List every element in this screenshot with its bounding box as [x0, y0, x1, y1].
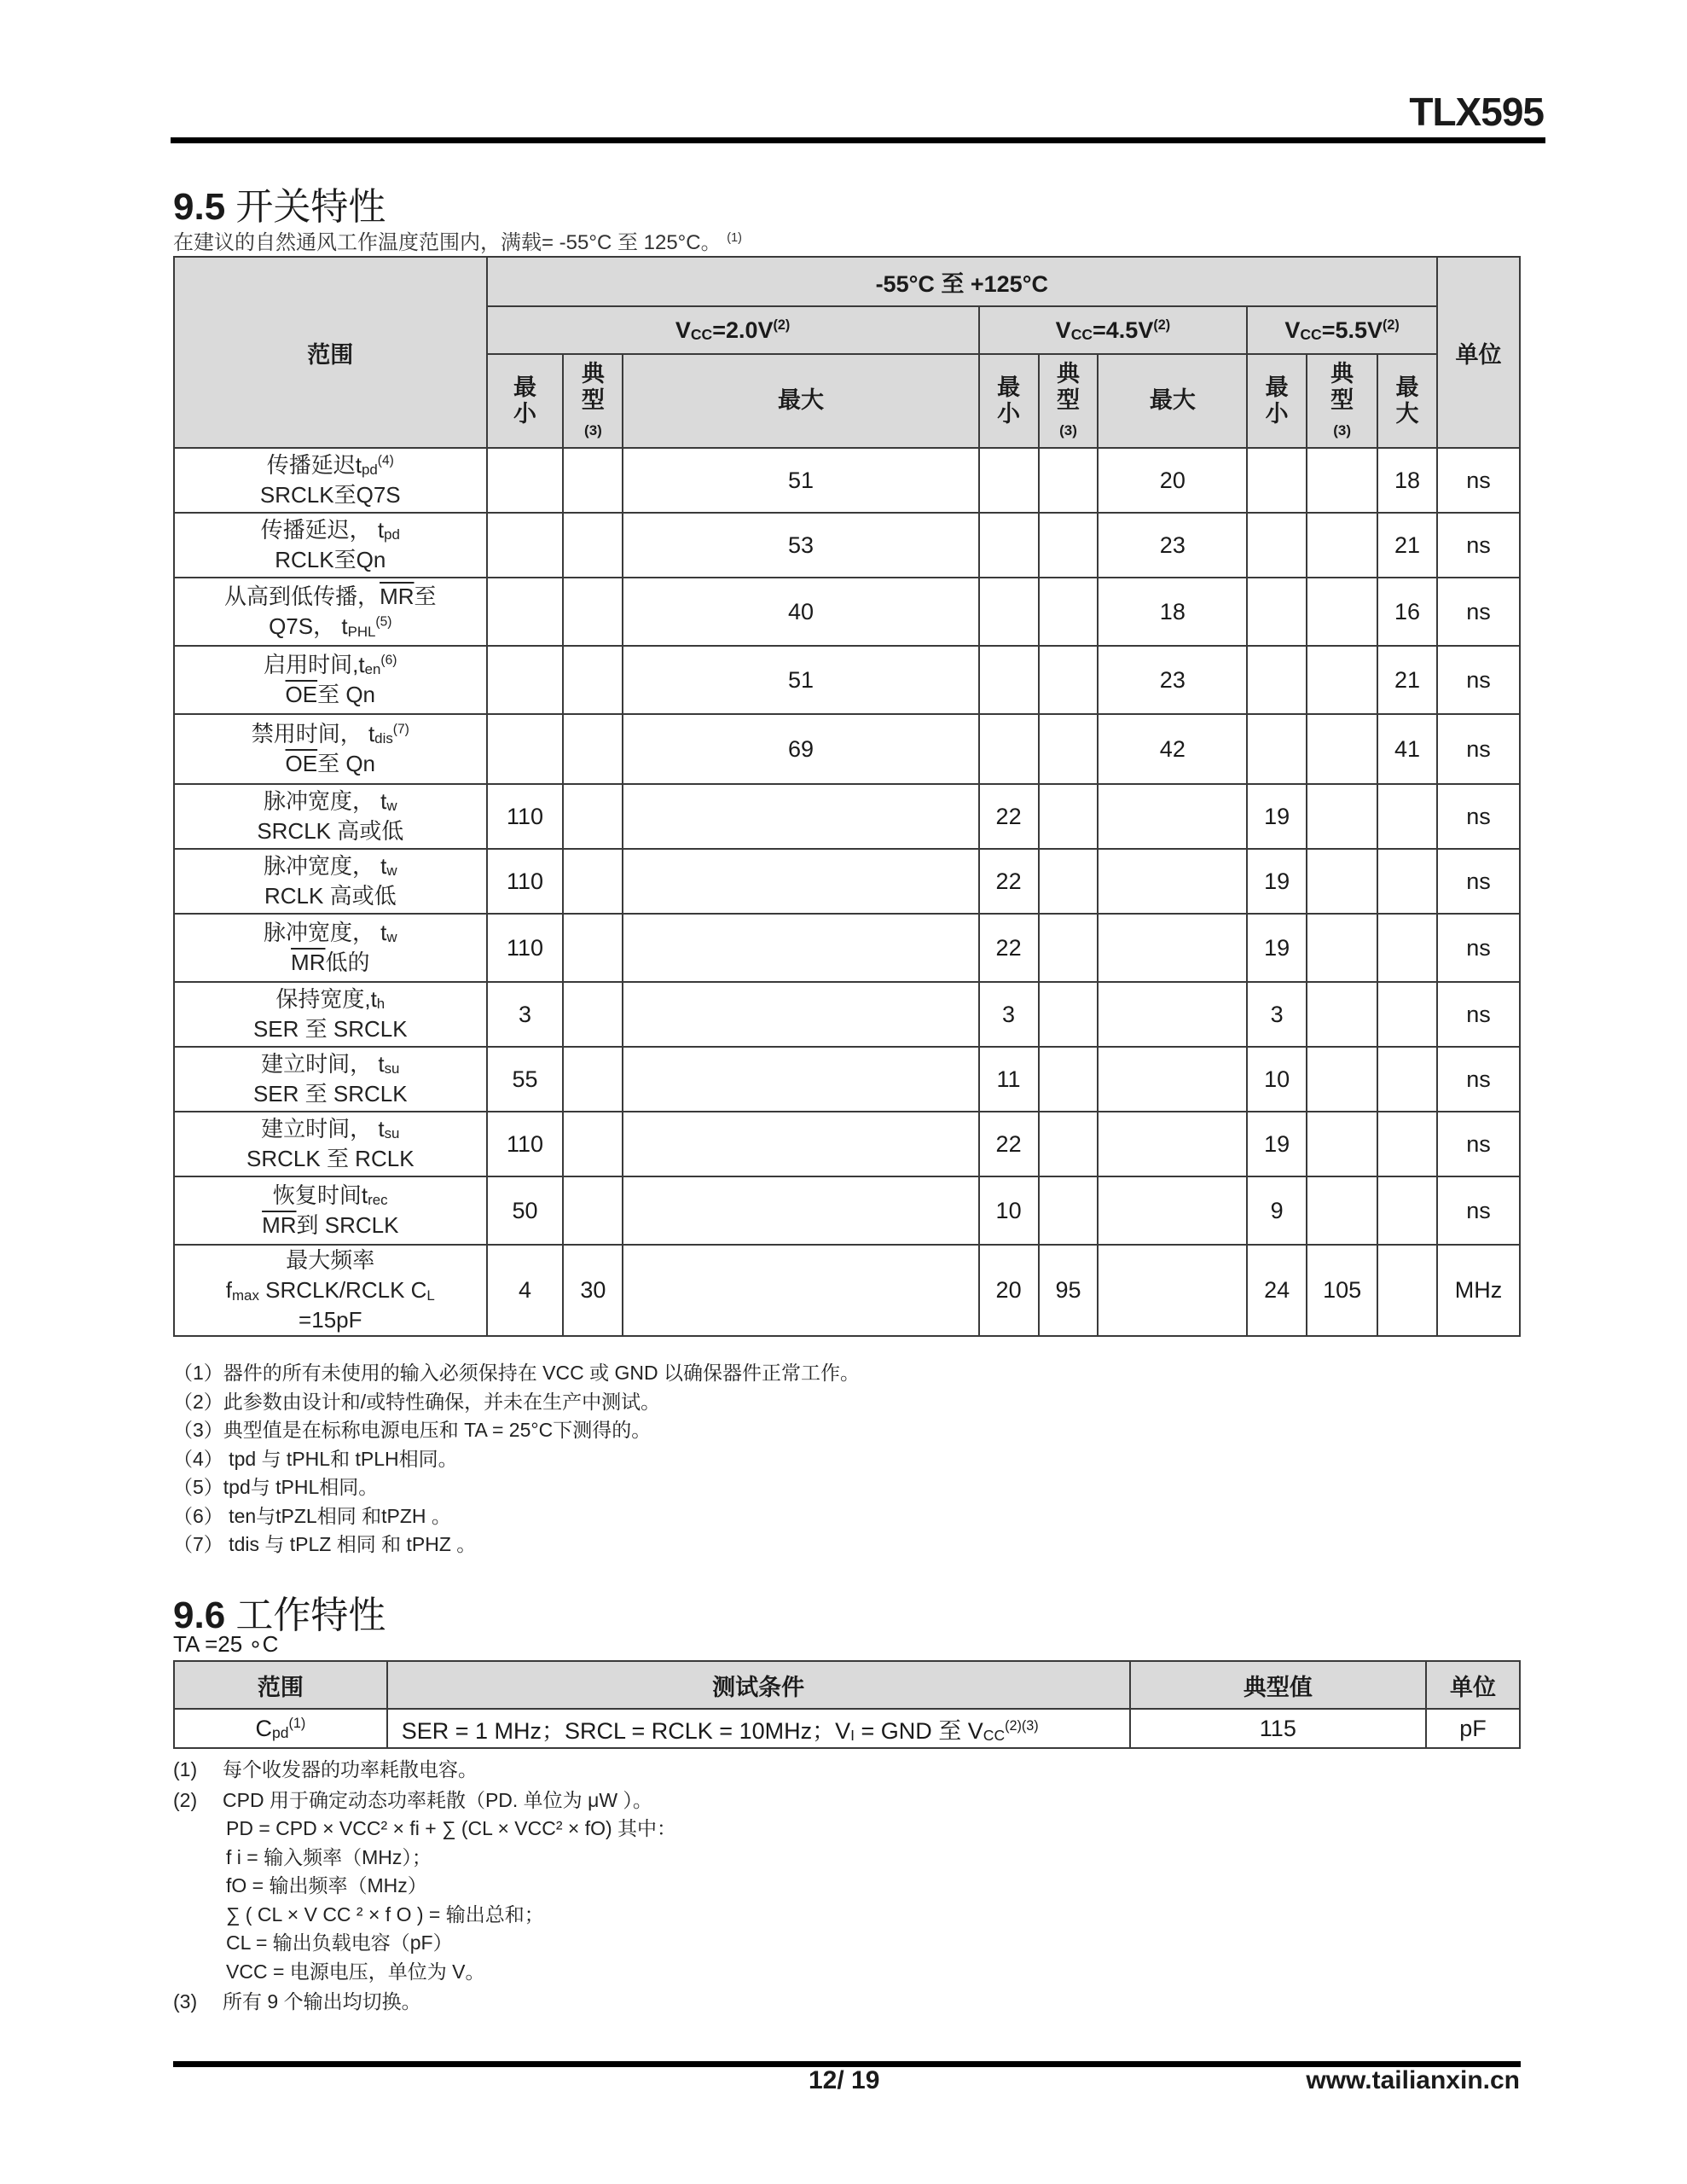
value-cell-vcc1-typ: 30 — [563, 1245, 623, 1336]
value-cell-vcc2-typ — [1039, 982, 1099, 1047]
value-cell-vcc3-typ — [1307, 914, 1377, 982]
value-cell-vcc2-max — [1098, 1112, 1247, 1176]
value-cell-vcc1-max — [623, 1176, 978, 1245]
switching-characteristics-table — [173, 256, 1521, 1337]
table-row — [174, 1176, 1520, 1245]
value-cell-vcc3-typ — [1307, 448, 1377, 513]
value-cell-vcc3-typ — [1307, 1047, 1377, 1112]
value-cell-vcc1-max — [623, 1047, 978, 1112]
value-cell-vcc2-max — [1098, 1176, 1247, 1245]
footnote-text: CL = 输出负载电容（pF） — [226, 1931, 453, 1954]
parameter-cell: 恢复时间$t_{rec}$ $\overline{MR}$到 SRCLK — [174, 1176, 487, 1245]
header-typ: 典 型 (3) — [1039, 354, 1099, 448]
header-min: 最 小 — [487, 354, 564, 448]
header-max: 最大 — [623, 354, 978, 448]
value-cell-vcc2-max — [1098, 914, 1247, 982]
value-cell-vcc3-max: 18 — [1377, 448, 1437, 513]
value-cell-vcc2-typ — [1039, 1176, 1099, 1245]
value-cell-vcc1-typ — [563, 784, 623, 849]
value-cell-vcc3-min: 19 — [1247, 1112, 1307, 1176]
value-cell-vcc3-typ — [1307, 784, 1377, 849]
value-cell-vcc2-typ — [1039, 448, 1099, 513]
header-vcc-5-5v: $V_{CC}=5.5V^{(2)}$ — [1247, 306, 1437, 354]
header-typ: 典 型 (3) — [563, 354, 623, 448]
section-9-5-heading — [173, 176, 386, 230]
value-cell-vcc2-max — [1098, 1047, 1247, 1112]
parameter-cell: 启用时间$,t_{en}^{(6)}$ $\overline{OE}$至 Qn — [174, 646, 487, 714]
condition-cell: SER = 1 MHz；SRCL = RCLK = 10MHz；$V_I$ = GND 至 $V_{CC}^{(2)(3)}$ — [387, 1709, 1130, 1748]
value-cell-vcc2-typ — [1039, 513, 1099, 578]
section-title: 开关特性 — [235, 186, 386, 228]
unit-cell: ns — [1437, 448, 1520, 513]
value-cell-vcc3-min — [1247, 448, 1307, 513]
value-cell-vcc3-min: 10 — [1247, 1047, 1307, 1112]
unit-cell: ns — [1437, 578, 1520, 646]
page-number: 12/ 19 — [809, 2066, 880, 2094]
value-cell-vcc3-min: 19 — [1247, 914, 1307, 982]
value-cell-vcc3-min — [1247, 513, 1307, 578]
section-number: 9.5 — [173, 186, 226, 228]
header-max: 最 大 — [1377, 354, 1437, 448]
value-cell-vcc3-typ — [1307, 1112, 1377, 1176]
footnote: （2）此参数由设计和/或特性确保，并未在生产中测试。 — [173, 1390, 661, 1413]
value-cell-vcc1-typ — [563, 1047, 623, 1112]
value-cell-vcc2-typ — [1039, 784, 1099, 849]
value-cell-vcc3-max: 16 — [1377, 578, 1437, 646]
footnote-ref: (1) — [727, 231, 742, 245]
footnote-text: ∑ ( CL × V CC ² × f O ) = 输出总和； — [226, 1902, 544, 1926]
header-min: 最 小 — [979, 354, 1039, 448]
value-cell-vcc2-max — [1098, 784, 1247, 849]
value-cell-vcc2-typ — [1039, 578, 1099, 646]
value-cell-vcc2-min — [979, 578, 1039, 646]
table-row — [174, 578, 1520, 646]
value-cell-vcc2-max: 42 — [1098, 714, 1247, 784]
table-row — [174, 914, 1520, 982]
value-cell-vcc3-max — [1377, 982, 1437, 1047]
section-9-6-footnotes — [173, 1756, 676, 2017]
value-cell-vcc2-max: 23 — [1098, 513, 1247, 578]
value-cell-vcc3-min — [1247, 646, 1307, 714]
value-cell-vcc2-max — [1098, 849, 1247, 914]
section-title: 工作特性 — [235, 1594, 386, 1636]
value-cell-vcc1-typ — [563, 714, 623, 784]
footnote: （7） tdis 与 tPLZ 相同 和 tPHZ 。 — [173, 1533, 477, 1555]
value-cell-vcc1-typ — [563, 448, 623, 513]
section-number: 9.6 — [173, 1594, 226, 1636]
value-cell-vcc1-min: 55 — [487, 1047, 564, 1112]
value-cell-vcc2-typ — [1039, 849, 1099, 914]
value-cell-vcc2-typ — [1039, 714, 1099, 784]
unit-cell: ns — [1437, 646, 1520, 714]
parameter-cell: 保持宽度$,t_h$ SER 至 SRCLK — [174, 982, 487, 1047]
footnote-label: (2) — [173, 1788, 198, 1811]
value-cell-vcc1-min: 50 — [487, 1176, 564, 1245]
value-cell-vcc1-min — [487, 513, 564, 578]
footnote: （4） tpd 与 tPHL和 tPLH相同。 — [173, 1447, 458, 1470]
value-cell-vcc1-min: 110 — [487, 1112, 564, 1176]
footnote-label: (3) — [173, 1990, 198, 2013]
value-cell-vcc1-min: 110 — [487, 784, 564, 849]
table-row — [174, 513, 1520, 578]
value-cell-vcc1-min — [487, 448, 564, 513]
parameter-cell: 建立时间， $t_{su}$ SER 至 SRCLK — [174, 1047, 487, 1112]
value-cell-vcc2-min: 10 — [979, 1176, 1039, 1245]
table-row — [174, 448, 1520, 513]
footnote — [173, 1929, 676, 1958]
value-cell-vcc1-typ — [563, 849, 623, 914]
value-cell-vcc1-min: 110 — [487, 914, 564, 982]
header-parameter: 范围 — [174, 257, 487, 448]
value-cell-vcc1-max — [623, 1245, 978, 1336]
value-cell-vcc2-min: 22 — [979, 784, 1039, 849]
conditions-text: 在建议的自然通风工作温度范围内，满载= -55°C 至 125°C。 — [173, 231, 722, 254]
value-cell-vcc2-min: 3 — [979, 982, 1039, 1047]
table-row — [174, 1245, 1520, 1336]
value-cell-vcc2-max — [1098, 1245, 1247, 1336]
value-cell-vcc2-min — [979, 448, 1039, 513]
value-cell-vcc1-max: 51 — [623, 646, 978, 714]
table-row — [174, 1112, 1520, 1176]
value-cell-vcc3-typ — [1307, 513, 1377, 578]
unit-cell: MHz — [1437, 1245, 1520, 1336]
header-rule — [171, 137, 1545, 143]
footnote-text: PD = CPD × VCC² × fi + ∑ (CL × VCC² × fO) 其中： — [226, 1817, 677, 1839]
header-unit: 单位 — [1437, 257, 1520, 448]
unit-cell: ns — [1437, 513, 1520, 578]
value-cell-vcc1-max: 53 — [623, 513, 978, 578]
header-unit: 单位 — [1426, 1661, 1520, 1709]
typ-cell: 115 — [1130, 1709, 1427, 1748]
header-test-conditions: 测试条件 — [387, 1661, 1130, 1709]
value-cell-vcc2-typ — [1039, 1047, 1099, 1112]
table-row — [174, 849, 1520, 914]
footer-url[interactable]: www.tailianxin.cn — [1306, 2066, 1520, 2094]
header-max: 最大 — [1098, 354, 1247, 448]
unit-cell: ns — [1437, 1176, 1520, 1245]
value-cell-vcc3-min: 24 — [1247, 1245, 1307, 1336]
table-row — [174, 1047, 1520, 1112]
value-cell-vcc1-typ — [563, 1112, 623, 1176]
value-cell-vcc1-typ — [563, 1176, 623, 1245]
parameter-cell: 建立时间， $t_{su}$ SRCLK 至 RCLK — [174, 1112, 487, 1176]
value-cell-vcc2-min: 20 — [979, 1245, 1039, 1336]
value-cell-vcc3-min — [1247, 578, 1307, 646]
value-cell-vcc1-max — [623, 784, 978, 849]
unit-cell: ns — [1437, 1047, 1520, 1112]
value-cell-vcc1-max — [623, 1112, 978, 1176]
document-title: TLX595 — [1409, 90, 1544, 134]
parameter-cell: 传播延迟$t_{pd}^{(4)}$ SRCLK至Q7S — [174, 448, 487, 513]
header-temp-range: -55°C 至 +125°C — [487, 257, 1437, 306]
value-cell-vcc3-min — [1247, 714, 1307, 784]
footnote-text: VCC = 电源电压，单位为 V。 — [226, 1960, 485, 1983]
value-cell-vcc2-typ — [1039, 914, 1099, 982]
value-cell-vcc1-max: 40 — [623, 578, 978, 646]
value-cell-vcc3-max — [1377, 1047, 1437, 1112]
value-cell-vcc2-max — [1098, 982, 1247, 1047]
value-cell-vcc3-min: 3 — [1247, 982, 1307, 1047]
unit-cell: ns — [1437, 914, 1520, 982]
value-cell-vcc2-min: 22 — [979, 914, 1039, 982]
value-cell-vcc3-min: 9 — [1247, 1176, 1307, 1245]
value-cell-vcc2-min — [979, 513, 1039, 578]
value-cell-vcc1-typ — [563, 578, 623, 646]
unit-cell: ns — [1437, 714, 1520, 784]
footnote — [173, 1901, 676, 1930]
value-cell-vcc1-max — [623, 914, 978, 982]
footnote — [173, 1872, 676, 1901]
value-cell-vcc1-max — [623, 982, 978, 1047]
footnote — [173, 1958, 676, 1987]
value-cell-vcc1-typ — [563, 982, 623, 1047]
value-cell-vcc1-max: 69 — [623, 714, 978, 784]
parameter-cell: 传播延迟， $t_{pd}$ RCLK至Qn — [174, 513, 487, 578]
value-cell-vcc1-min: 3 — [487, 982, 564, 1047]
operating-characteristics-table — [173, 1660, 1521, 1749]
footnote — [173, 1988, 676, 2017]
footnote: （5）tpd与 tPHL相同。 — [173, 1476, 379, 1498]
value-cell-vcc3-typ — [1307, 982, 1377, 1047]
value-cell-vcc2-min: 22 — [979, 1112, 1039, 1176]
section-9-5-footnotes — [173, 1359, 860, 1560]
value-cell-vcc1-min — [487, 714, 564, 784]
value-cell-vcc3-typ — [1307, 849, 1377, 914]
value-cell-vcc3-max — [1377, 1245, 1437, 1336]
value-cell-vcc2-max: 18 — [1098, 578, 1247, 646]
value-cell-vcc2-typ — [1039, 1112, 1099, 1176]
value-cell-vcc1-typ — [563, 513, 623, 578]
header-parameter: 范围 — [174, 1661, 387, 1709]
value-cell-vcc1-typ — [563, 914, 623, 982]
unit-cell: ns — [1437, 1112, 1520, 1176]
value-cell-vcc1-min — [487, 646, 564, 714]
value-cell-vcc3-max — [1377, 849, 1437, 914]
value-cell-vcc2-max: 20 — [1098, 448, 1247, 513]
value-cell-vcc3-max — [1377, 914, 1437, 982]
header-vcc-4-5v: $V_{CC}=4.5V^{(2)}$ — [979, 306, 1248, 354]
value-cell-vcc1-min — [487, 578, 564, 646]
unit-cell: ns — [1437, 982, 1520, 1047]
table-row — [174, 784, 1520, 849]
unit-cell: ns — [1437, 849, 1520, 914]
section-9-6-conditions: TA =25 ∘C — [173, 1631, 279, 1657]
header-min: 最 小 — [1247, 354, 1307, 448]
footnote — [173, 1815, 676, 1844]
value-cell-vcc1-min: 110 — [487, 849, 564, 914]
footnote — [173, 1844, 676, 1873]
footnote-text: CPD 用于确定动态功率耗散（PD. 单位为 μW ）。 — [223, 1788, 652, 1811]
value-cell-vcc2-min — [979, 646, 1039, 714]
value-cell-vcc2-min: 11 — [979, 1047, 1039, 1112]
param-cell: $C_{pd}^{(1)}$ — [174, 1709, 387, 1748]
value-cell-vcc1-max — [623, 849, 978, 914]
value-cell-vcc3-max — [1377, 1112, 1437, 1176]
value-cell-vcc3-max: 21 — [1377, 646, 1437, 714]
table-row — [174, 1709, 1520, 1748]
parameter-cell: 从高到低传播，$\overline{MR}$至 Q7S， $t_{PHL}^{(5)}$ — [174, 578, 487, 646]
value-cell-vcc3-max — [1377, 784, 1437, 849]
value-cell-vcc2-min — [979, 714, 1039, 784]
parameter-cell: 脉冲宽度， $t_w$ RCLK 高或低 — [174, 849, 487, 914]
parameter-cell: 脉冲宽度， $t_w$ SRCLK 高或低 — [174, 784, 487, 849]
value-cell-vcc2-typ — [1039, 646, 1099, 714]
parameter-cell: 最大频率 $f_{max}$ SRCLK/RCLK $C_L$ =15pF — [174, 1245, 487, 1336]
parameter-cell: 脉冲宽度， $t_w$ $\overline{MR}$低的 — [174, 914, 487, 982]
value-cell-vcc3-typ: 105 — [1307, 1245, 1377, 1336]
footnote-label: (1) — [173, 1758, 198, 1780]
value-cell-vcc3-typ — [1307, 1176, 1377, 1245]
footnote — [173, 1786, 676, 1815]
footnote-text: fO = 输出频率（MHz） — [226, 1874, 427, 1896]
header-typical: 典型值 — [1130, 1661, 1427, 1709]
value-cell-vcc3-max: 21 — [1377, 513, 1437, 578]
table-row — [174, 982, 1520, 1047]
value-cell-vcc2-max: 23 — [1098, 646, 1247, 714]
value-cell-vcc3-max — [1377, 1176, 1437, 1245]
value-cell-vcc3-max: 41 — [1377, 714, 1437, 784]
value-cell-vcc3-min: 19 — [1247, 784, 1307, 849]
footnote-text: 所有 9 个输出均切换。 — [223, 1990, 421, 2013]
table-row — [174, 646, 1520, 714]
value-cell-vcc2-typ: 95 — [1039, 1245, 1099, 1336]
header-typ: 典 型 (3) — [1307, 354, 1377, 448]
unit-cell: pF — [1426, 1709, 1520, 1748]
value-cell-vcc1-min: 4 — [487, 1245, 564, 1336]
table-row — [174, 714, 1520, 784]
value-cell-vcc3-min: 19 — [1247, 849, 1307, 914]
footnote: （3）典型值是在标称电源电压和 TA = 25°C下测得的。 — [173, 1419, 652, 1441]
header-vcc-2v: $V_{CC}=2.0V^{(2)}$ — [487, 306, 979, 354]
value-cell-vcc3-typ — [1307, 714, 1377, 784]
parameter-cell: 禁用时间， $t_{dis}^{(7)}$ $\overline{OE}$至 Qn — [174, 714, 487, 784]
footnote-text: f i = 输入频率（MHz）； — [226, 1845, 432, 1868]
section-9-5-conditions — [173, 225, 742, 255]
unit-cell: ns — [1437, 784, 1520, 849]
value-cell-vcc3-typ — [1307, 646, 1377, 714]
footnote: （6） ten与tPZL相同 和tPZH 。 — [173, 1504, 451, 1527]
value-cell-vcc1-max: 51 — [623, 448, 978, 513]
footnote — [173, 1756, 676, 1785]
value-cell-vcc3-typ — [1307, 578, 1377, 646]
value-cell-vcc2-min: 22 — [979, 849, 1039, 914]
value-cell-vcc1-typ — [563, 646, 623, 714]
footnote-text: 每个收发器的功率耗散电容。 — [223, 1758, 478, 1780]
footnote: （1）器件的所有未使用的输入必须保持在 VCC 或 GND 以确保器件正常工作。 — [173, 1362, 861, 1384]
